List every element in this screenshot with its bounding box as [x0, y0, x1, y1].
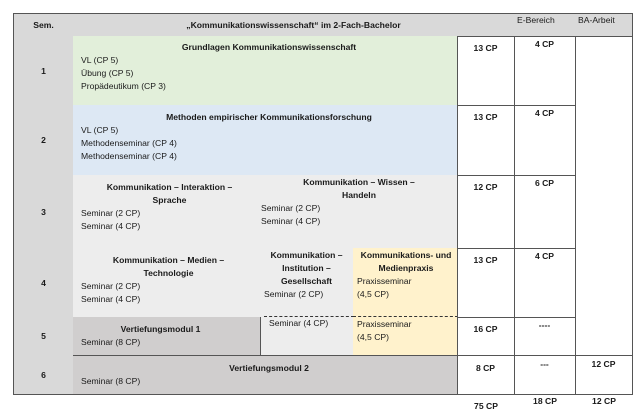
module-item: Seminar (2 CP) — [81, 208, 141, 218]
module-medien-technologie — [73, 248, 261, 318]
header-program: „Kommunikationswissenschaft“ im 2-Fach-Bachelor — [73, 13, 515, 37]
e-sem-3: 6 CP — [514, 175, 576, 249]
module-item: Seminar (2 CP) — [264, 289, 324, 299]
module-title: Methoden empirischer Kommunikationsforschung — [166, 112, 372, 122]
semester-1: 1 — [13, 36, 74, 106]
module-title: Vertiefungsmodul 1 — [120, 324, 201, 334]
cp-sem-6: 8 CP — [457, 355, 515, 395]
module-vertiefung-2 — [73, 355, 458, 395]
module-grundlagen — [73, 36, 458, 106]
module-title: Grundlagen Kommunikationswissenschaft — [181, 42, 357, 52]
cp-sem-1: 13 CP — [457, 36, 515, 106]
module-item: Seminar (4 CP) — [261, 216, 321, 226]
module-title: Kommunikations- und Medienpraxis — [360, 250, 452, 273]
dashed-divider — [353, 316, 458, 317]
ba-empty — [575, 36, 633, 355]
total-ba: 12 CP — [592, 396, 616, 406]
e-sem-6: --- — [514, 355, 576, 395]
module-item: Seminar (4 CP) — [269, 318, 329, 328]
e-sem-4: 4 CP — [514, 248, 576, 318]
module-item: Seminar (4 CP) — [81, 221, 141, 231]
e-sem-1: 4 CP — [514, 36, 576, 106]
module-item: Propädeutikum (CP 3) — [81, 81, 166, 91]
header-e-bereich: E-Bereich — [514, 13, 576, 37]
module-title: Kommunikation – Medien – Technologie — [112, 255, 225, 278]
header-ba-arbeit: BA-Arbeit — [575, 13, 633, 37]
semester-5: 5 — [13, 317, 74, 356]
module-item: Methodenseminar (CP 4) — [81, 151, 177, 161]
cp-sem-3: 12 CP — [457, 175, 515, 249]
module-title: Kommunikation – Wissen – Handeln — [303, 177, 415, 200]
module-item: Übung (CP 5) — [81, 68, 134, 78]
header-sem: Sem. — [13, 13, 74, 37]
cp-sem-5: 16 CP — [457, 317, 515, 356]
module-item: VL (CP 5) — [81, 125, 119, 135]
module-institution-gesellschaft — [260, 248, 354, 355]
module-title: Vertiefungsmodul 2 — [229, 363, 309, 373]
total-e: 18 CP — [533, 396, 557, 406]
module-vertiefung-1 — [73, 317, 261, 356]
module-title: Kommunikation – Interaktion – Sprache — [106, 182, 233, 205]
module-title: Kommunikation – Institution – Gesellschaft — [270, 250, 343, 286]
module-item: Seminar (4 CP) — [81, 294, 141, 304]
module-item: Seminar (2 CP) — [261, 203, 321, 213]
module-item: (4,5 CP) — [357, 289, 389, 299]
module-wissen-handeln — [260, 175, 458, 249]
module-interaktion-sprache — [73, 175, 261, 249]
module-item: Methodenseminar (CP 4) — [81, 138, 177, 148]
cp-sem-2: 13 CP — [457, 105, 515, 176]
module-item: Seminar (2 CP) — [81, 281, 141, 291]
e-sem-5: ---- — [514, 317, 576, 356]
module-item: Seminar (8 CP) — [81, 337, 141, 347]
module-methoden — [73, 105, 458, 176]
semester-3: 3 — [13, 175, 74, 249]
module-item: Seminar (8 CP) — [81, 376, 141, 386]
cp-sem-4: 13 CP — [457, 248, 515, 318]
module-item: Praxisseminar — [357, 319, 412, 329]
module-medienpraxis — [353, 248, 458, 355]
total-cp: 75 CP — [474, 401, 498, 409]
e-sem-2: 4 CP — [514, 105, 576, 176]
module-item: (4,5 CP) — [357, 332, 389, 342]
ba-sem-6: 12 CP — [575, 355, 633, 395]
module-item: Praxisseminar — [357, 276, 412, 286]
semester-6: 6 — [13, 355, 74, 395]
module-item: VL (CP 5) — [81, 55, 119, 65]
semester-4: 4 — [13, 248, 74, 318]
semester-2: 2 — [13, 105, 74, 176]
